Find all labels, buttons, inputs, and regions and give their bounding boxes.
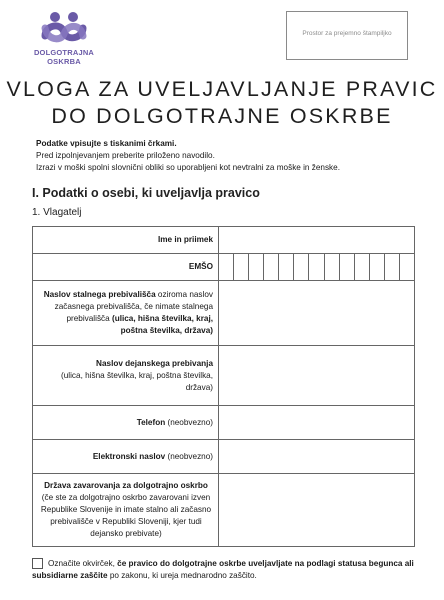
stamp-label: Prostor za prejemno štampiljko xyxy=(302,30,392,37)
logo-icon xyxy=(39,10,89,48)
emso-digit-box[interactable] xyxy=(219,254,233,280)
emso-digit-box[interactable] xyxy=(278,254,293,280)
emso-digit-box[interactable] xyxy=(233,254,248,280)
emso-digit-box[interactable] xyxy=(399,254,414,280)
name-label: Ime in priimek xyxy=(33,227,219,254)
actual-address-field[interactable] xyxy=(219,346,415,406)
emso-digit-box[interactable] xyxy=(369,254,384,280)
emso-digit-box[interactable] xyxy=(324,254,339,280)
intro-line1: Podatke vpisujte s tiskanimi črkami. xyxy=(36,139,177,148)
actual-address-label: Naslov dejanskega prebivanja (ulica, hišna številka, kraj, poštna številka, država) xyxy=(33,346,219,406)
emso-label: EMŠO xyxy=(33,254,219,281)
stamp-area xyxy=(286,11,408,60)
emso-field[interactable] xyxy=(219,254,415,281)
emso-digit-box[interactable] xyxy=(248,254,263,280)
logo xyxy=(24,10,104,68)
name-field[interactable] xyxy=(219,227,415,254)
emso-digit-box[interactable] xyxy=(308,254,323,280)
insurance-country-field[interactable] xyxy=(219,474,415,547)
email-label: Elektronski naslov (neobvezno) xyxy=(33,440,219,474)
emso-digit-box[interactable] xyxy=(384,254,399,280)
intro-text xyxy=(36,138,340,174)
insurance-country-label: Država zavarovanja za dolgotrajno oskrbo (če ste za dolgotrajno oskrbo zavarovani izven Republike Slovenije in imate stalno ali začasno prebivališče v Republiki Sloveniji, kjer tudi dejansko prebivate) xyxy=(33,474,219,547)
intro-line2: Pred izpolnjevanjem preberite priloženo navodilo. xyxy=(36,151,215,160)
applicant-form-table xyxy=(32,226,415,547)
page-title-line1: VLOGA ZA UVELJAVLJANJE PRAVIC xyxy=(6,77,438,101)
emso-digit-box[interactable] xyxy=(263,254,278,280)
logo-text xyxy=(24,48,104,66)
logo-text-line1: DOLGOTRAJNA xyxy=(33,48,95,57)
page-title-line2: DO DOLGOTRAJNE OSKRBE xyxy=(51,104,393,128)
email-field[interactable] xyxy=(219,440,415,474)
permanent-address-field[interactable] xyxy=(219,281,415,346)
emso-boxes[interactable] xyxy=(219,254,414,280)
phone-label: Telefon (neobvezno) xyxy=(33,406,219,440)
logo-text-line2: OSKRBA xyxy=(47,57,81,66)
emso-digit-box[interactable] xyxy=(293,254,308,280)
phone-field[interactable] xyxy=(219,406,415,440)
emso-digit-box[interactable] xyxy=(354,254,369,280)
section-title: I. Podatki o osebi, ki uveljavlja pravico xyxy=(32,186,260,200)
refugee-status-checkbox[interactable] xyxy=(32,558,43,569)
section-subtitle: 1. Vlagatelj xyxy=(32,207,82,218)
permanent-address-label: Naslov stalnega prebivališča oziroma naslov začasnega prebivališča, če nimate stalnega prebivališča (ulica, hišna številka, kraj, poštna številka, država) xyxy=(33,281,219,346)
intro-line3: Izrazi v moški spolni slovnični obliki so uporabljeni kot nevtralni za moške in ženske. xyxy=(36,163,340,172)
refugee-status-text: Označite okvirček, če pravico do dolgotrajne oskrbe uveljavljate na podlagi statusa begunca ali subsidiarne zaščite po zakonu, ki ureja mednarodno zaščito. xyxy=(32,559,414,580)
refugee-status-row xyxy=(32,558,416,582)
page-title xyxy=(0,76,444,130)
emso-digit-box[interactable] xyxy=(339,254,354,280)
